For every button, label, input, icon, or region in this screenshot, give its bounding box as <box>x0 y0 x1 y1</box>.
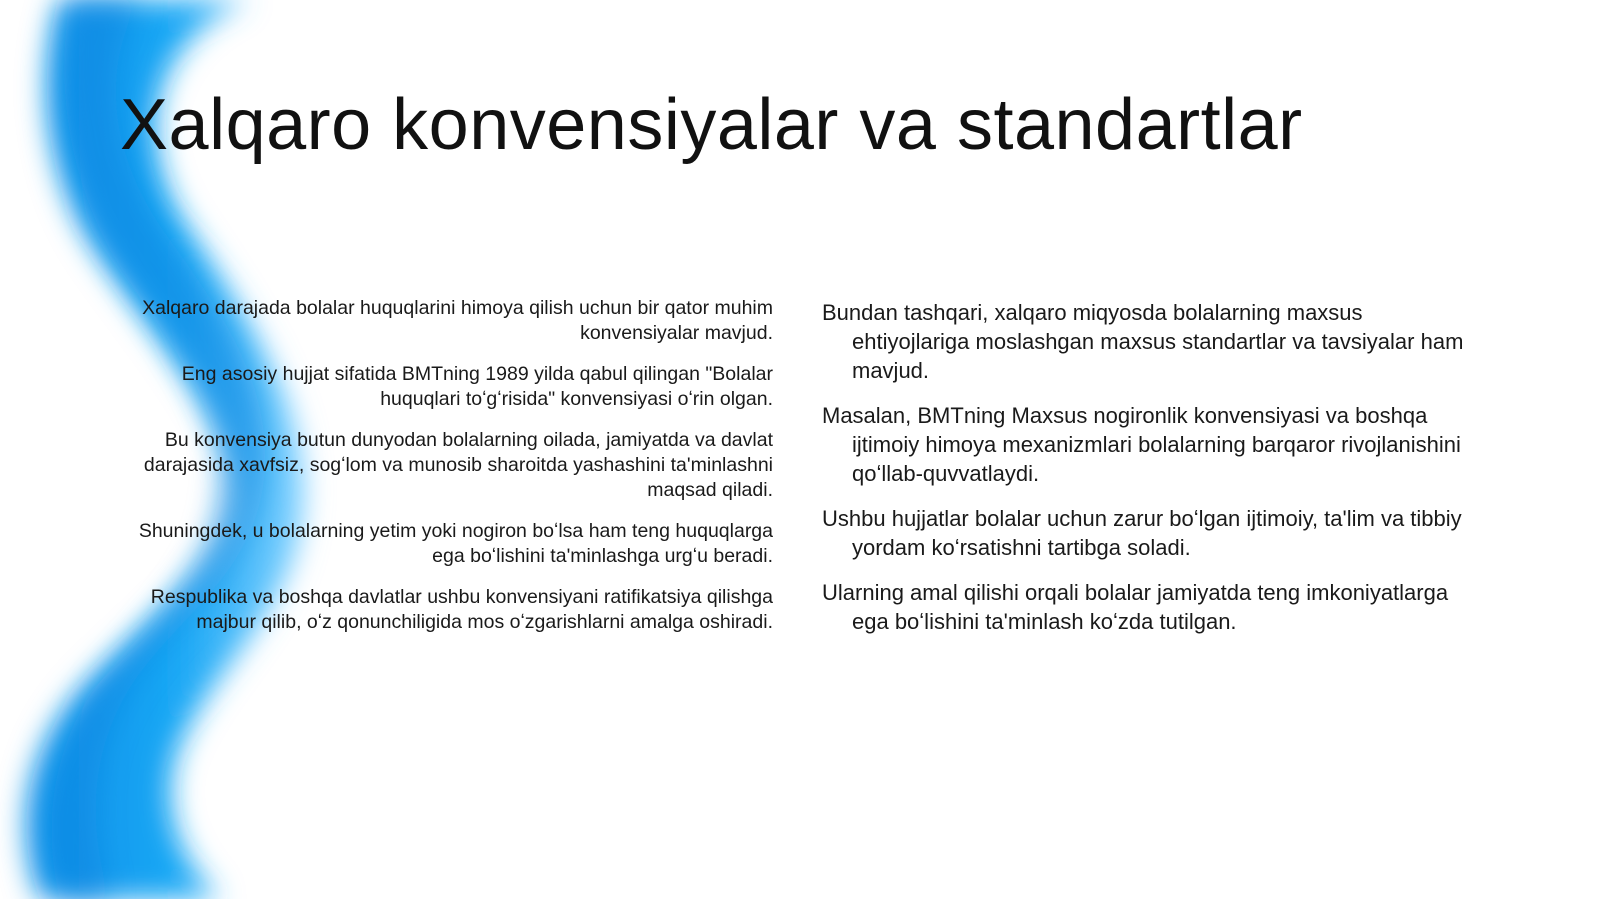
left-paragraph-4: Shuningdek, u bolalarning yetim yoki nogiron boʻlsa ham teng huquqlarga ega boʻlishini ta'minlashga urgʻu beradi. <box>138 520 773 567</box>
left-paragraph-3: Bu konvensiya butun dunyodan bolalarning oilada, jamiyatda va davlat darajasida xavfsiz, sogʻlom va munosib sharoitda yashashini ta'minlashni maqsad qiladi. <box>143 429 773 501</box>
right-paragraph-3: Ushbu hujjatlar bolalar uchun zarur boʻlgan ijtimoiy, ta'lim va tibbiy yordam koʻrsatishni tartibga soladi. <box>822 506 1462 560</box>
left-text-column <box>120 296 773 651</box>
right-paragraph-2: Masalan, BMTning Maxsus nogironlik konvensiyasi va boshqa ijtimoiy himoya mexanizmlari bolalarning barqaror rivojlanishini qoʻllab-quvvatlaydi. <box>822 403 1461 486</box>
left-paragraph-1: Xalqaro darajada bolalar huquqlarini himoya qilish uchun bir qator muhim konvensiyalar mavjud. <box>142 297 773 344</box>
right-text-column <box>822 298 1482 652</box>
right-paragraph-1: Bundan tashqari, xalqaro miqyosda bolalarning maxsus ehtiyojlariga moslashgan maxsus standartlar va tavsiyalar ham mavjud. <box>822 300 1464 383</box>
left-paragraph-5: Respublika va boshqa davlatlar ushbu konvensiyani ratifikatsiya qilishga majbur qilib, oʻz qonunchiligida mos oʻzgarishlarni amalga oshiradi. <box>150 586 773 633</box>
slide-title: Xalqaro konvensiyalar va standartlar <box>120 85 1303 165</box>
left-paragraph-2: Eng asosiy hujjat sifatida BMTning 1989 yilda qabul qilingan "Bolalar huquqlari toʻgʻrisida" konvensiyasi oʻrin olgan. <box>181 363 773 410</box>
right-paragraph-4: Ularning amal qilishi orqali bolalar jamiyatda teng imkoniyatlarga ega boʻlishini ta'minlash koʻzda tutilgan. <box>822 580 1449 634</box>
